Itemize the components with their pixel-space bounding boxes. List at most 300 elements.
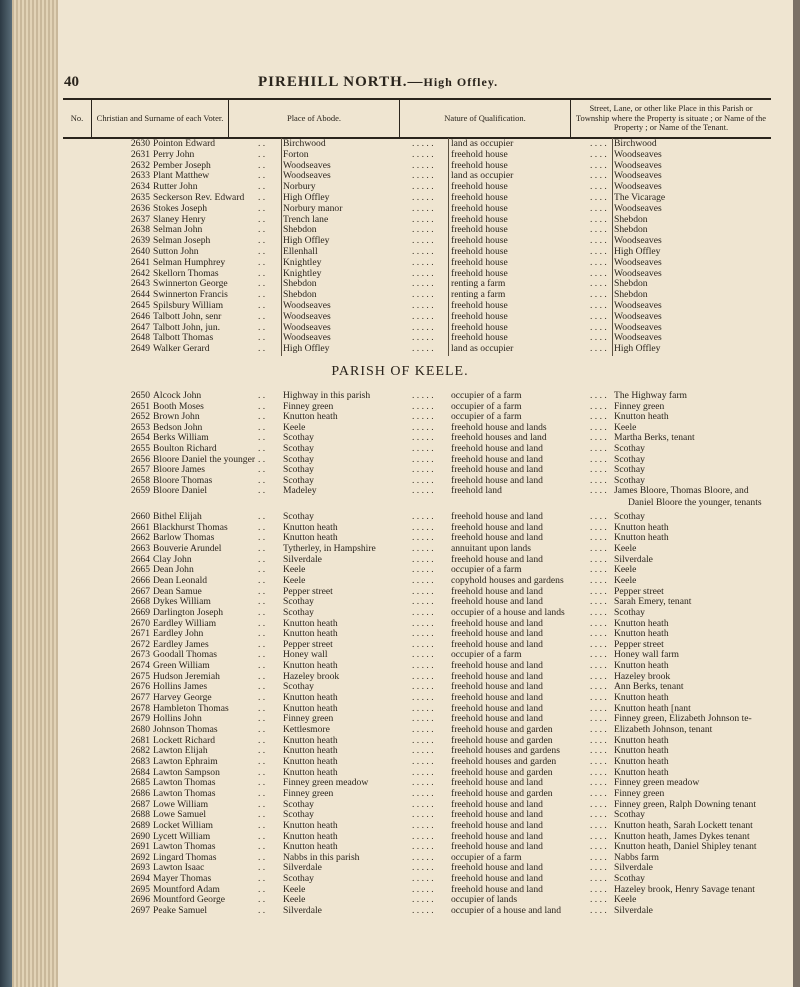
property-place: Keele	[614, 574, 637, 586]
voter-name: Dean Samue	[153, 585, 202, 597]
voter-name: Swinnerton George	[153, 278, 228, 290]
leader-dots: . .	[258, 256, 266, 268]
voter-number: 2652	[130, 411, 150, 423]
place-of-abode: Pepper street	[283, 585, 333, 597]
leader-dots: . .	[258, 213, 266, 225]
voter-name: Bloore Daniel the younger	[153, 453, 256, 465]
qualification: freehold house and land	[451, 713, 543, 725]
leader-dots: . .	[258, 798, 266, 810]
place-of-abode: Scothay	[283, 432, 314, 444]
place-of-abode: Knutton heath	[283, 819, 338, 831]
leader-dots: . . . . .	[412, 692, 434, 704]
place-of-abode: Woodseaves	[283, 159, 331, 171]
leader-dots: . .	[258, 421, 266, 433]
header-qualification: Nature of Qualification.	[400, 99, 571, 138]
leader-dots: . . . . .	[412, 343, 434, 355]
qualification: renting a farm	[451, 278, 506, 290]
leader-dots: . .	[258, 830, 266, 842]
leader-dots: . . . .	[590, 310, 607, 322]
place-of-abode: Scothay	[283, 681, 314, 693]
property-place: Shebdon	[614, 278, 648, 290]
leader-dots: . . . .	[590, 596, 607, 608]
right-edge	[793, 0, 800, 987]
qualification: freehold house and land	[451, 511, 543, 522]
leader-dots: . . . . .	[412, 574, 434, 586]
voter-name: Clay John	[153, 553, 192, 565]
property-place: Knutton heath	[614, 692, 669, 704]
property-place: Knutton heath	[614, 521, 669, 533]
property-place: Scothay	[614, 443, 645, 454]
property-place: Birchwood	[614, 138, 657, 149]
voter-number: 2689	[130, 819, 150, 831]
voter-name: Lawton Sampson	[153, 766, 220, 778]
voter-number: 2647	[130, 321, 150, 333]
leader-dots: . . . . .	[412, 702, 434, 714]
leader-dots: . .	[258, 628, 266, 640]
leader-dots: . . . . .	[412, 202, 434, 214]
voter-name: Lingard Thomas	[153, 851, 217, 863]
place-of-abode: High Offley	[283, 192, 330, 203]
leader-dots: . . . .	[590, 894, 607, 906]
qualification: freehold house and land	[451, 692, 543, 704]
leader-dots: . .	[258, 638, 266, 650]
voter-name: Harvey George	[153, 692, 212, 704]
leader-dots: . .	[258, 905, 266, 917]
leader-dots: . . . .	[590, 464, 607, 476]
property-place: Scothay	[614, 453, 645, 465]
leader-dots: . . . .	[590, 883, 607, 895]
place-of-abode: Knutton heath	[283, 745, 338, 757]
voter-number: 2666	[130, 574, 150, 586]
leader-dots: . .	[258, 443, 266, 454]
leader-dots: . .	[258, 755, 266, 767]
property-place: Woodseaves	[614, 310, 662, 322]
leader-dots: . . . .	[590, 585, 607, 597]
leader-dots: . . . . .	[412, 606, 434, 618]
voter-name: Sutton John	[153, 246, 199, 257]
leader-dots: . . . .	[590, 649, 607, 661]
property-place: Keele	[614, 894, 637, 906]
leader-dots: . .	[258, 553, 266, 565]
property-place: Finney green	[614, 787, 665, 799]
leader-dots: . . . . .	[412, 224, 434, 236]
leader-dots: . .	[258, 724, 266, 735]
leader-dots: . .	[258, 453, 266, 465]
qualification: freehold house and land	[451, 681, 543, 693]
voter-name: Talbott John, senr	[153, 310, 222, 322]
voter-name: Lockett Richard	[153, 734, 216, 746]
leader-dots: . . . . .	[412, 777, 434, 789]
leader-dots: . . . . .	[412, 453, 434, 465]
qualification: freehold house	[451, 310, 508, 322]
place-of-abode: Hazeley brook	[283, 670, 340, 682]
leader-dots: . . . . .	[412, 485, 434, 497]
leader-dots: . .	[258, 464, 266, 476]
leader-dots: . . . .	[590, 474, 607, 486]
voter-name: Barlow Thomas	[153, 532, 215, 544]
property-place: Hazeley brook	[614, 670, 671, 682]
property-place: Shebdon	[614, 213, 648, 225]
property-place: Elizabeth Johnson, tenant	[614, 724, 713, 735]
voter-number: 2630	[130, 138, 150, 149]
leader-dots: . . . .	[590, 798, 607, 810]
leader-dots: . .	[258, 474, 266, 486]
qualification: freehold houses and garden	[451, 755, 557, 767]
place-of-abode: Keele	[283, 883, 306, 895]
leader-dots: . . . . .	[412, 181, 434, 193]
leader-dots: . . . . .	[412, 745, 434, 757]
place-of-abode: Scothay	[283, 606, 314, 618]
page-heading	[258, 74, 498, 91]
property-place: Scothay	[614, 873, 645, 885]
voter-number: 2694	[130, 873, 150, 885]
leader-dots: . . . .	[590, 787, 607, 799]
property-place: James Bloore, Thomas Bloore, and	[614, 485, 749, 497]
leader-dots: . .	[258, 432, 266, 444]
leader-dots: . . . . .	[412, 755, 434, 767]
place-of-abode: Keele	[283, 564, 306, 576]
leader-dots: . . . .	[590, 702, 607, 714]
leader-dots: . .	[258, 532, 266, 544]
property-place: Knutton heath	[614, 617, 669, 629]
leader-dots: . . . . .	[412, 713, 434, 725]
place-of-abode: Knightley	[283, 267, 322, 279]
leader-dots: . . . . .	[412, 638, 434, 650]
property-place: Knutton heath, Sarah Lockett tenant	[614, 819, 753, 831]
leader-dots: . . . .	[590, 267, 607, 279]
property-place: Woodseaves	[614, 159, 662, 171]
voter-number: 2655	[130, 443, 150, 454]
leader-dots: . .	[258, 511, 266, 522]
place-of-abode: Scothay	[283, 453, 314, 465]
qualification: freehold house and land	[451, 532, 543, 544]
leader-dots: . .	[258, 873, 266, 885]
column-rule	[612, 138, 613, 356]
voter-number: 2676	[130, 681, 150, 693]
qualification: occupier of a house and land	[451, 905, 562, 917]
place-of-abode: Woodseaves	[283, 310, 331, 322]
voter-number: 2645	[130, 300, 150, 311]
voter-number: 2670	[130, 617, 150, 629]
qualification: freehold house	[451, 300, 508, 311]
leader-dots: . . . .	[590, 564, 607, 576]
qualification: freehold house and land	[451, 670, 543, 682]
voter-number: 2695	[130, 883, 150, 895]
leader-dots: . . . . .	[412, 617, 434, 629]
property-place: Woodseaves	[614, 267, 662, 279]
place-of-abode: Knutton heath	[283, 617, 338, 629]
voter-number: 2637	[130, 213, 150, 225]
place-of-abode: Knutton heath	[283, 411, 338, 423]
leader-dots: . .	[258, 289, 266, 301]
property-place: Silverdale	[614, 905, 653, 917]
leader-dots: . .	[258, 246, 266, 257]
leader-dots: . . . .	[590, 606, 607, 618]
voter-name: Walker Gerard	[153, 343, 210, 355]
voter-number: 2651	[130, 400, 150, 412]
leader-dots: . . . .	[590, 809, 607, 821]
leader-dots: . . . .	[590, 628, 607, 640]
voter-number: 2688	[130, 809, 150, 821]
voter-name: Bloore Daniel	[153, 485, 208, 497]
voter-name: Plant Matthew	[153, 170, 210, 182]
leader-dots: . . . .	[590, 213, 607, 225]
voter-number: 2681	[130, 734, 150, 746]
property-place: Knutton heath	[614, 745, 669, 757]
qualification: occupier of a farm	[451, 411, 522, 423]
place-of-abode: Knutton heath	[283, 692, 338, 704]
qualification: freehold house	[451, 202, 508, 214]
qualification: freehold house and lands	[451, 421, 547, 433]
qualification: freehold house and land	[451, 809, 543, 821]
leader-dots: . . . . .	[412, 841, 434, 853]
column-rule	[448, 138, 449, 356]
place-of-abode: Silverdale	[283, 905, 322, 917]
leader-dots: . . . .	[590, 202, 607, 214]
place-of-abode: Scothay	[283, 809, 314, 821]
leader-dots: . . . .	[590, 256, 607, 268]
property-place: Honey wall farm	[614, 649, 680, 661]
leader-dots: . . . .	[590, 841, 607, 853]
leader-dots: . . . .	[590, 734, 607, 746]
leader-dots: . . . . .	[412, 321, 434, 333]
place-of-abode: Forton	[283, 148, 309, 160]
voter-number: 2674	[130, 660, 150, 672]
property-place: Keele	[614, 564, 637, 576]
voter-name: Selman John	[153, 224, 203, 236]
qualification: freehold house and land	[451, 883, 543, 895]
leader-dots: . . . .	[590, 660, 607, 672]
voter-number: 2634	[130, 181, 150, 193]
leader-dots: . . . .	[590, 289, 607, 301]
place-of-abode: Knutton heath	[283, 702, 338, 714]
leader-dots: . .	[258, 809, 266, 821]
leader-dots: . . . .	[590, 138, 607, 149]
voter-number: 2680	[130, 724, 150, 735]
property-place: Woodseaves	[614, 300, 662, 311]
place-of-abode: Kettlesmore	[283, 724, 330, 735]
qualification: freehold house	[451, 192, 508, 203]
qualification: occupier of a farm	[451, 851, 522, 863]
place-of-abode: Norbury	[283, 181, 316, 193]
leader-dots: . . . . .	[412, 443, 434, 454]
voter-name: Dean Leonald	[153, 574, 208, 586]
leader-dots: . .	[258, 585, 266, 597]
leader-dots: . . . .	[590, 432, 607, 444]
property-place: The Vicarage	[614, 192, 666, 203]
leader-dots: . . . . .	[412, 148, 434, 160]
leader-dots: . . . . .	[412, 905, 434, 917]
voter-name: Hambleton Thomas	[153, 702, 229, 714]
leader-dots: . . . .	[590, 224, 607, 236]
qualification: freehold house and land	[451, 777, 543, 789]
leader-dots: . . . . .	[412, 235, 434, 247]
qualification: freehold house and land	[451, 443, 543, 454]
voter-number: 2665	[130, 564, 150, 576]
leader-dots: . .	[258, 390, 266, 401]
qualification: freehold house and land	[451, 464, 543, 476]
place-of-abode: Finney green	[283, 713, 334, 725]
place-of-abode: Woodseaves	[283, 170, 331, 182]
leader-dots: . . . . .	[412, 289, 434, 301]
leader-dots: . . . . .	[412, 585, 434, 597]
place-of-abode: Nabbs in this parish	[283, 851, 360, 863]
qualification: freehold house and garden	[451, 724, 553, 735]
leader-dots: . .	[258, 745, 266, 757]
voter-number: 2673	[130, 649, 150, 661]
leader-dots: . .	[258, 681, 266, 693]
property-place: Shebdon	[614, 289, 648, 301]
voter-number: 2642	[130, 267, 150, 279]
leader-dots: . .	[258, 192, 266, 203]
qualification: freehold house and land	[451, 585, 543, 597]
voter-name: Blackhurst Thomas	[153, 521, 228, 533]
voter-name: Brown John	[153, 411, 200, 423]
voter-number: 2683	[130, 755, 150, 767]
voter-name: Talbott John, jun.	[153, 321, 221, 333]
leader-dots: . .	[258, 181, 266, 193]
leader-dots: . . . .	[590, 235, 607, 247]
voter-number: 2633	[130, 170, 150, 182]
leader-dots: . . . .	[590, 170, 607, 182]
property-place: Pepper street	[614, 585, 664, 597]
place-of-abode: High Offley	[283, 235, 330, 247]
property-place: Silverdale	[614, 862, 653, 874]
leader-dots: . . . .	[590, 443, 607, 454]
leader-dots: . . . .	[590, 905, 607, 917]
qualification: occupier of a farm	[451, 649, 522, 661]
page-number: 40	[64, 74, 79, 90]
qualification: freehold house	[451, 213, 508, 225]
voter-name: Selman Humphrey	[153, 256, 226, 268]
leader-dots: . .	[258, 894, 266, 906]
property-place: Hazeley brook, Henry Savage tenant	[614, 883, 755, 895]
leader-dots: . . . . .	[412, 474, 434, 486]
leader-dots: . . . . .	[412, 628, 434, 640]
place-of-abode: Trench lane	[283, 213, 329, 225]
leader-dots: . .	[258, 702, 266, 714]
leader-dots: . . . . .	[412, 734, 434, 746]
leader-dots: . . . . .	[412, 873, 434, 885]
voter-name: Stokes Joseph	[153, 202, 208, 214]
leader-dots: . . . .	[590, 638, 607, 650]
place-of-abode: Knutton heath	[283, 532, 338, 544]
qualification: freehold house and land	[451, 617, 543, 629]
voter-name: Perry John	[153, 148, 195, 160]
place-of-abode: Ellenhall	[283, 246, 318, 257]
voter-name: Pointon Edward	[153, 138, 216, 149]
leader-dots: . .	[258, 321, 266, 333]
leader-dots: . . . .	[590, 411, 607, 423]
qualification: freehold house	[451, 332, 508, 344]
leader-dots: . . . . .	[412, 681, 434, 693]
place-of-abode: Knutton heath	[283, 755, 338, 767]
qualification: freehold house and land	[451, 862, 543, 874]
place-of-abode: Madeley	[283, 485, 317, 497]
leader-dots: . . . .	[590, 681, 607, 693]
voter-number: 2656	[130, 453, 150, 465]
property-place: Knutton heath	[614, 755, 669, 767]
property-place: Woodseaves	[614, 321, 662, 333]
leader-dots: . . . .	[590, 181, 607, 193]
heading-sub: High Offley.	[423, 75, 499, 89]
voter-name: Bloore Thomas	[153, 474, 213, 486]
qualification: freehold house and land	[451, 798, 543, 810]
leader-dots: . .	[258, 862, 266, 874]
voter-number: 2660	[130, 511, 150, 522]
column-header	[63, 98, 771, 139]
voter-name: Locket William	[153, 819, 213, 831]
leader-dots: . . . . .	[412, 256, 434, 268]
voter-name: Peake Samuel	[153, 905, 208, 917]
qualification: freehold house	[451, 224, 508, 236]
voter-number: 2685	[130, 777, 150, 789]
voter-name: Mountford George	[153, 894, 226, 906]
voter-number: 2671	[130, 628, 150, 640]
voter-name: Seckerson Rev. Edward	[153, 192, 245, 203]
leader-dots: . .	[258, 332, 266, 344]
property-place: Ann Berks, tenant	[614, 681, 684, 693]
property-place: Knutton heath	[614, 411, 669, 423]
place-of-abode: Finney green	[283, 400, 334, 412]
voter-name: Lawton Thomas	[153, 787, 216, 799]
property-place: Finney green	[614, 400, 665, 412]
leader-dots: . . . .	[590, 421, 607, 433]
voter-number: 2631	[130, 148, 150, 160]
qualification: freehold house	[451, 267, 508, 279]
leader-dots: . .	[258, 574, 266, 586]
leader-dots: . .	[258, 692, 266, 704]
qualification: freehold house	[451, 159, 508, 171]
voter-name: Lawton Thomas	[153, 777, 216, 789]
voter-number: 2672	[130, 638, 150, 650]
leader-dots: . .	[258, 202, 266, 214]
leader-dots: . .	[258, 660, 266, 672]
leader-dots: . . . .	[590, 862, 607, 874]
voter-name: Mayer Thomas	[153, 873, 212, 885]
leader-dots: . .	[258, 617, 266, 629]
leader-dots: . . . .	[590, 390, 607, 401]
leader-dots: . . . . .	[412, 532, 434, 544]
leader-dots: . .	[258, 649, 266, 661]
leader-dots: . .	[258, 777, 266, 789]
leader-dots: . .	[258, 300, 266, 311]
qualification: occupier of a house and lands	[451, 606, 565, 618]
qualification: renting a farm	[451, 289, 506, 301]
leader-dots: . .	[258, 883, 266, 895]
place-of-abode: Shebdon	[283, 289, 317, 301]
voter-name: Hudson Jeremiah	[153, 670, 220, 682]
qualification: freehold house	[451, 235, 508, 247]
page-edges	[12, 0, 60, 987]
qualification: freehold house and land	[451, 819, 543, 831]
leader-dots: . . . . .	[412, 553, 434, 565]
voter-name: Swinnerton Francis	[153, 289, 228, 301]
leader-dots: . . . . .	[412, 411, 434, 423]
place-of-abode: High Offley	[283, 343, 330, 355]
qualification: freehold house and garden	[451, 734, 553, 746]
voter-number: 2696	[130, 894, 150, 906]
voter-name: Boulton Richard	[153, 443, 217, 454]
place-of-abode: Scothay	[283, 474, 314, 486]
qualification: occupier of a farm	[451, 400, 522, 412]
leader-dots: . .	[258, 278, 266, 290]
column-rule	[281, 138, 282, 356]
leader-dots: . . . . .	[412, 390, 434, 401]
leader-dots: . . . . .	[412, 596, 434, 608]
leader-dots: . . . .	[590, 192, 607, 203]
leader-dots: . . . . .	[412, 213, 434, 225]
